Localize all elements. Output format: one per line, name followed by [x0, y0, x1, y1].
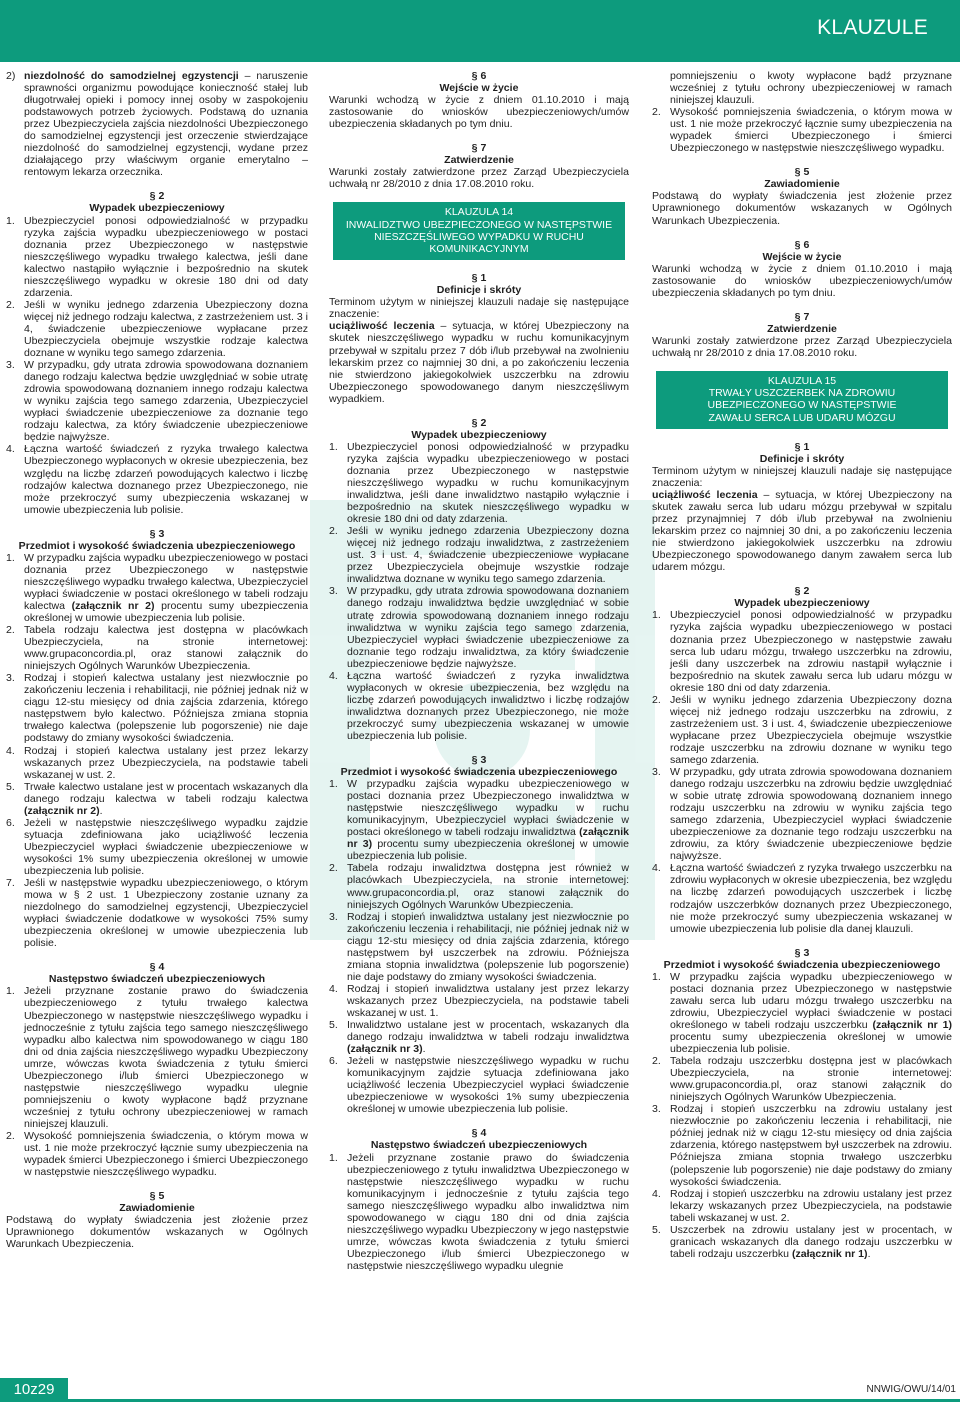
list-item: 1. W przypadku zajścia wypadku ubezpieczeniowego w postaci doznania przez Ubezpieczonego w następstwie nieszczęśliwego wypadku trwałego kalectwa, Ubezpieczyciel wypłaci świadczenie w postaci określonego w tabeli rodzaju kalectwa (załącznik nr 2) procentu sumy ubezpieczenia określonej w umowie ubezpieczenia lub polisie.: [6, 551, 308, 625]
list-item: 4. Łączna wartość świadczeń z ryzyka trwałego uszczerbku na zdrowiu wypłaconych w okresie ubezpieczenia, bez względu na liczbę zdarzeń powodujących uszczerbek i liczbę rodzajów uszczerbków doznanych przez Ubezpieczonego, nie może przekroczyć sumy ubezpieczenia wskazanej w umowie ubezpieczenia lub polisie dla danej klauzuli.: [652, 862, 952, 935]
section-number: § 6: [471, 70, 487, 82]
paragraph: Terminom użytym w niniejszej klauzuli nadaje się następujące znaczenie:: [329, 296, 629, 321]
section-title: Wypadek ubezpieczeniowy: [89, 202, 225, 215]
list-item: 2. Wysokość pomniejszenia świadczenia, o którym mowa w ust. 1 nie może przekroczyć łącznie sumy ubezpieczenia na wypadek śmierci Ubezpieczonego i śmierci Ubezpieczonego w następstwie nieszczęśliwego wypadku.: [652, 106, 952, 155]
section-title: Wypadek ubezpieczeniowy: [411, 428, 547, 441]
footer: [0, 1378, 960, 1402]
section-number: § 3: [471, 754, 487, 767]
section-number: § 2: [471, 416, 487, 429]
list-item: 3. W przypadku, gdy utrata zdrowia spowodowana doznaniem danego rodzaju inwalidztwa będzie uwzględniać w sobie utratę zdrowia spowodowaną doznaniem innego rodzaju inwalidztwa w wyniku zajścia tego samego zdarzenia, Ubezpieczyciel wypłaci świadczenie ubezpieczeniowe za doznanie tego rodzaju inwalidztwa, za który świadczenie ubezpieczeniowe będzie najwyższe.: [329, 585, 629, 670]
list-item: 2. Jeśli w wyniku jednego zdarzenia Ubezpieczony dozna więcej niż jednego rodzaju kalectwa, z zastrzeżeniem ust. 3 i 4, świadczenie ubezpieczeniowe wypłacane przez Ubezpieczyciela obejmuje wszystkie rodzaje kalectwa doznane w wyniku tego samego zdarzenia.: [6, 298, 308, 360]
column-1: [6, 70, 308, 1250]
section-title: Zatwierdzenie: [444, 154, 514, 167]
section-number: § 5: [794, 166, 810, 179]
list-item: 7. Jeśli w następstwie wypadku ubezpieczeniowego, o którym mowa w § 2 ust. 1 Ubezpieczony zostanie uznany za niezdolnego do samodzielnej egzystencji, Ubezpieczyciel wypłaci świadczenie dodatkowe w wysokości 75% sumy ubezpieczenia określonej w umowie ubezpieczenia lub polisie.: [6, 877, 308, 950]
document-code: NNWIG/OWU/14/01: [866, 1384, 956, 1395]
section-number: § 6: [794, 238, 810, 251]
section-title: Zawiadomienie: [764, 178, 840, 191]
section-number: § 3: [794, 946, 810, 959]
section-number: § 2: [794, 585, 810, 598]
section-number: § 7: [794, 310, 810, 323]
header-bar: [0, 0, 960, 62]
section-number: § 1: [471, 272, 487, 285]
section-number: § 4: [471, 1127, 487, 1140]
list-item: 2. Tabela rodzaju uszczerbku dostępna jest w placówkach Ubezpieczyciela, na stronie internetowej: www.grupaconcordia.pl, oraz stanowi załącznik do niniejszych Ogólnych Warunków Ubezpieczenia.: [652, 1055, 952, 1104]
section-number: § 2: [149, 190, 165, 203]
column-3: [652, 70, 952, 1260]
section-number: § 1: [794, 440, 810, 453]
page-number: 10z29: [0, 1378, 68, 1402]
list-item: 3. Rodzaj i stopień uszczerbku na zdrowiu ustalany jest niezwłocznie po zakończeniu leczenia i rehabilitacji, nie później jednak niż w ciągu 12-stu miesięcy od dnia zajścia zdarzenia, którego następstwem był uszczerbek na zdrowiu. Późniejsza zmiana stopnia trwałego uszczerbku (polepszenie lub pogorszenie) nie daje podstawy do zmiany wysokości świadczenia.: [652, 1103, 952, 1188]
section-title: Przedmiot i wysokość świadczenia ubezpieczeniowego: [18, 539, 296, 552]
list-item: 1. Jeżeli przyznane zostanie prawo do świadczenia ubezpieczeniowego z tytułu trwałego kalectwa Ubezpieczonego w następstwie nieszczęśliwego wypadku i jednocześnie z tytułu zajścia tego samego nieszczęśliwego wypadku albo kalectwa nim spowodowanego w ciągu 180 dni od dnia zajścia nieszczęśliwego wypadku Ubezpieczony umrze, wówczas kwota świadczenia z tytułu śmierci Ubezpieczonego i/lub śmierci Ubezpieczonego w następstwie nieszczęśliwego wypadku ulegnie pomniejszeniu o kwoty wypłacone bądź przyznane wcześniej z tytułu ochrony ubezpieczeniowej w ramach niniejszej klauzuli.: [6, 985, 308, 1130]
list-item: 2. Tabela rodzaju kalectwa jest dostępna w placówkach Ubezpieczyciela, na stronie internetowej: www.grupaconcordia.pl, oraz stanowi załącznik do niniejszych Ogólnych Warunków Ubezpieczenia.: [6, 624, 308, 673]
paragraph: Warunki wchodzą w życie z dniem 01.10.2010 i mają zastosowanie do wniosków ubezpieczeniowych/umów ubezpieczenia składanych po tym dniu.: [652, 262, 952, 299]
section-number: § 3: [149, 527, 165, 540]
paragraph: Warunki zostały zatwierdzone przez Zarząd Ubezpieczyciela uchwałą nr 28/2010 z dnia 17.08.2010 roku.: [329, 166, 629, 191]
list-item: 4. Rodzaj i stopień uszczerbku na zdrowiu ustalany jest przez lekarzy wskazanych przez Ubezpieczyciela, na podstawie tabeli wskazanej w ust. 2.: [652, 1187, 952, 1224]
list-item: 3. W przypadku, gdy utrata zdrowia spowodowana doznaniem danego rodzaju uszczerbku na zdrowiu będzie uwzględniać w sobie utratę zdrowia spowodowaną doznaniem innego rodzaju uszczerbku na zdrowiu w wyniku zajścia tego samego zdarzenia, Ubezpieczyciel wypłaci świadczenie ubezpieczeniowe za doznanie tego rodzaju uszczerbku na zdrowiu, za który świadczenie ubezpieczeniowe będzie najwyższe.: [652, 766, 952, 863]
section-title: Zatwierdzenie: [767, 322, 837, 335]
list-item: 5. Inwalidztwo ustalane jest w procentach, wskazanych dla danego rodzaju inwalidztwa w tabeli rodzaju inwalidztwa (załącznik nr 3).: [329, 1019, 629, 1056]
list-item: 1. Ubezpieczyciel ponosi odpowiedzialność w przypadku ryzyka zajścia wypadku ubezpieczeniowego w postaci doznania przez Ubezpieczonego w następstwie nieszczęśliwego wypadku trwałego kalectwa, jeśli dane kalectwo nastąpiło wyłącznie i bezpośrednio na skutek nieszczęśliwego wypadku w okresie 180 dni od daty zdarzenia.: [6, 214, 308, 299]
paragraph: Warunki wchodzą w życie z dniem 01.10.2010 i mają zastosowanie do wniosków ubezpieczeniowych/umów ubezpieczenia składanych po tym dniu.: [329, 94, 629, 131]
list-item: 1. Jeżeli przyznane zostanie prawo do świadczenia ubezpieczeniowego z tytułu inwalidztwa Ubezpieczonego w następstwie nieszczęśliwego wypadku w ruchu komunikacyjnym i jednocześnie z tytułu zajścia tego samego nieszczęśliwego wypadku albo inwalidztwa nim spowodowanego w ciągu 180 dni od dnia zajścia nieszczęśliwego wypadku Ubezpieczony w jego następstwie umrze, wówczas kwota świadczenia z tytułu śmierci Ubezpieczonego i/lub śmierci Ubezpieczonego w następstwie nieszczęśliwego wypadku ulegnie: [329, 1151, 629, 1272]
section-title: Zawiadomienie: [119, 1202, 195, 1215]
list-item: 2) niezdolność do samodzielnej egzystencji – naruszenie sprawności organizmu powodujące konieczność stałej lub długotrwałej opieki i pomocy innej osoby w zaspokojeniu podstawowych potrzeb życiowych. Podstawą do uznania przez Ubezpieczyciela zajścia niezdolności Ubezpieczonego do samodzielnej egzystencji jest orzeczenie stwierdzające niezdolność do samodzielnej egzystencji, wydane przez działającego przy właściwym organie emerytalno – rentowym lekarza orzecznika.: [6, 70, 308, 179]
list-item: 1. W przypadku zajścia wypadku ubezpieczeniowego w postaci doznania przez Ubezpieczonego w następstwie zawału serca lub udaru mózgu trwałego uszczerbku na zdrowiu, Ubezpieczyciel wypłaci świadczenie w postaci określonego w tabeli rodzaju uszczerbku (załącznik nr 1) procentu sumy ubezpieczenia określonej w umowie ubezpieczenia lub polisie.: [652, 970, 952, 1056]
paragraph: Warunki zostały zatwierdzone przez Zarząd Ubezpieczyciela uchwałą nr 28/2010 z dnia 17.08.2010 roku.: [652, 334, 952, 359]
list-item: 4. Łączna wartość świadczeń z ryzyka trwałego kalectwa Ubezpieczonego wypłaconych w okresie ubezpieczenia, bez względu na liczbę zdarzeń powodujących kalectwo i liczbę rodzajów kalectwa doznanego przez Ubezpieczonego, nie może przekroczyć sumy ubezpieczenia wskazanej w umowie ubezpieczenia lub polisie.: [6, 443, 308, 516]
section-title: Następstwo świadczeń ubezpieczeniowych: [370, 1139, 588, 1152]
paragraph: pomniejszeniu o kwoty wypłacone bądź przyznane wcześniej z tytułu ochrony ubezpieczeniowej w ramach niniejszej klauzuli.: [670, 70, 952, 107]
list-item: 5. Uszczerbek na zdrowiu ustalany jest w procentach, w granicach wskazanych dla danego rodzaju uszczerbku w tabeli rodzaju uszczerbku (załącznik nr 1).: [652, 1223, 952, 1260]
list-item: 1. W przypadku zajścia wypadku ubezpieczeniowego w postaci doznania przez Ubezpieczonego inwalidztwa w następstwie nieszczęśliwego wypadku w ruchu komunikacyjnym, Ubezpieczyciel wypłaci świadczenie w postaci określonego w tabeli rodzaju inwalidztwa (załącznik nr 3) procentu sumy ubezpieczenia określonej w umowie ubezpieczenia lub polisie.: [329, 778, 629, 863]
list-item: 4. Łączna wartość świadczeń z ryzyka inwalidztwa wypłaconych w okresie ubezpieczenia, bez względu na liczbę zdarzeń powodujących inwalidztwo i liczbę rodzajów inwalidztwa doznanych przez Ubezpieczonego, nie może przekroczyć sumy ubezpieczenia wskazanej w umowie ubezpieczenia lub polisie.: [329, 669, 629, 742]
section-title: Definicje i skróty: [759, 452, 845, 465]
section-title: Przedmiot i wysokość świadczenia ubezpieczeniowego: [663, 958, 941, 971]
list-item: 1. Ubezpieczyciel ponosi odpowiedzialność w przypadku ryzyka zajścia wypadku ubezpieczeniowego w postaci doznania przez Ubezpieczonego w następstwie nieszczęśliwego wypadku w ruchu komunikacyjnym inwalidztwa, jeśli dane inwalidztwo nastąpiło wyłącznie i bezpośrednio na skutek nieszczęśliwego wypadku w okresie 180 dni od daty zdarzenia.: [329, 440, 629, 526]
paragraph: Podstawą do wypłaty świadczenia jest złożenie przez Uprawnionego dokumentów wskazanych w Ogólnych Warunkach Ubezpieczenia.: [652, 190, 952, 227]
list-item: 5. Trwałe kalectwo ustalane jest w procentach wskazanych dla danego rodzaju kalectwa w tabeli rodzaju kalectwa (załącznik nr 2).: [6, 780, 308, 817]
section-title: Przedmiot i wysokość świadczenia ubezpieczeniowego: [340, 766, 618, 779]
section-title: Definicje i skróty: [436, 284, 522, 297]
list-item: 2. Tabela rodzaju inwalidztwa dostępna jest również w placówkach Ubezpieczyciela, na stronie internetowej: www.grupaconcordia.pl, oraz stanowi załącznik do niniejszych Ogólnych Warunków Ubezpieczenia.: [329, 862, 629, 911]
section-number: § 4: [149, 961, 165, 974]
section-title: Wypadek ubezpieczeniowy: [734, 597, 870, 610]
list-item: 3. Rodzaj i stopień kalectwa ustalany jest niezwłocznie po zakończeniu leczenia i rehabilitacji, nie później jednak niż w ciągu 12-stu miesięcy od dnia zajścia zdarzenia, którego następstwem było kalectwo. Późniejsza zmiana stopnia trwałego kalectwa (polepszenie lub pogorszenie) nie daje podstawy do zmiany wysokości świadczenia.: [6, 672, 308, 745]
paragraph: Terminom użytym w niniejszej klauzuli nadaje się następujące znaczenia:: [652, 464, 952, 489]
section-number: § 7: [471, 142, 487, 155]
section-title: Wejście w życie: [439, 82, 519, 95]
clause-14-title-box: KLAUZULA 14 INWALIDZTWO UBEZPIECZONEGO W NASTĘPSTWIE NIESZCZĘŚLIWEGO WYPADKU W RUCHU KOMUNIKACYJNYM: [333, 202, 625, 260]
list-item: 2. Wysokość pomniejszenia świadczenia, o którym mowa w ust. 1 nie może przekroczyć łącznie sumy ubezpieczenia na wypadek śmierci Ubezpieczonego i śmierci Ubezpieczonego w następstwie nieszczęśliwego wypadku.: [6, 1129, 308, 1179]
list-item: 3. W przypadku, gdy utrata zdrowia spowodowana doznaniem danego rodzaju kalectwa będzie uwzględniać w sobie utratę zdrowia spowodowaną doznaniem innego rodzaju kalectwa w wyniku zajścia tego samego zdarzenia, Ubezpieczyciel wypłaci świadczenie ubezpieczeniowe za doznanie tego rodzaju kalectwa, za który świadczenie ubezpieczeniowe będzie najwyższe.: [6, 359, 308, 444]
list-item: 2. Jeśli w wyniku jednego zdarzenia Ubezpieczony dozna więcej niż jednego rodzaju inwalidztwa, z zastrzeżeniem ust. 3 i ust. 4, świadczenie ubezpieczeniowe wypłacane przez Ubezpieczyciela obejmuje wszystkie rodzaje inwalidztwa doznane w wyniku tego samego zdarzenia.: [329, 525, 629, 586]
column-2: [329, 70, 629, 1272]
section-title: Następstwo świadczeń ubezpieczeniowych: [48, 973, 266, 986]
section-title: Wejście w życie: [762, 250, 842, 263]
list-item: 3. Rodzaj i stopień inwalidztwa ustalany jest niezwłocznie po zakończeniu leczenia i rehabilitacji, nie później jednak niż w ciągu 12-stu miesięcy od dnia zajścia zdarzenia, którego następstwem był uszczerbek na zdrowiu. Późniejsza zmiana stopnia inwalidztwa (polepszenie lub pogorszenie) nie daje podstawy do zmiany wysokości świadczenia.: [329, 910, 629, 983]
list-item: 4. Rodzaj i stopień kalectwa ustalany jest przez lekarzy wskazanych przez Ubezpieczyciela, na podstawie tabeli wskazanej w ust. 2.: [6, 744, 308, 781]
definition: uciążliwość leczenia – sytuacja, w której Ubezpieczony na skutek zawału serca lub udaru mózgu przebywał w szpitalu przez przynajmniej 7 dób i/lub przebywał na zwolnieniu lekarskim przez co najmniej 30 dni, a po zakończeniu leczenia nie stwierdzono jakiegokolwiek uszczerbku na zdrowiu Ubezpieczonego spowodowanego danym zawałem serca lub udarem mózgu.: [652, 488, 952, 574]
section-number: § 5: [149, 1190, 165, 1203]
list-item: 6. Jeżeli w następstwie nieszczęśliwego wypadku w ruchu komunikacyjnym zajdzie sytuacja zdefiniowana jako uciążliwość leczenia Ubezpieczyciel wypłaci świadczenie ubezpieczeniowe w wysokości 1% sumy ubezpieczenia określonej w umowie ubezpieczenia lub polisie.: [329, 1055, 629, 1116]
list-item: 6. Jeżeli w następstwie nieszczęśliwego wypadku zajdzie sytuacja zdefiniowana jako uciążliwość leczenia Ubezpieczyciel wypłaci świadczenie ubezpieczeniowe w wysokości 1% sumy ubezpieczenia określonej w umowie ubezpieczenia lub polisie.: [6, 816, 308, 877]
definition: uciążliwość leczenia – sytuacja, w której Ubezpieczony na skutek nieszczęśliwego wypadku w ruchu komunikacyjnym przebywał w szpitalu przez 7 dób i/lub przebywał na zwolnieniu lekarskim przez co najmniej 30 dni, a po zakończeniu leczenia nie stwierdzono jakiegokolwiek uszczerbku na zdrowiu Ubezpieczonego spowodowanego danym nieszczęśliwym wypadkiem.: [329, 320, 629, 405]
paragraph: Podstawą do wypłaty świadczenia jest złożenie przez Uprawnionego dokumentów wskazanych w Ogólnych Warunkach Ubezpieczenia.: [6, 1214, 308, 1251]
list-item: 2. Jeśli w wyniku jednego zdarzenia Ubezpieczony dozna więcej niż jednego rodzaju uszczerbku na zdrowiu, z zastrzeżeniem ust. 3 i ust. 4, świadczenie ubezpieczeniowe wypłacane przez Ubezpieczyciela obejmuje wszystkie rodzaje uszczerbku na zdrowiu doznane w wyniku tego samego zdarzenia.: [652, 693, 952, 766]
list-item: 1. Ubezpieczyciel ponosi odpowiedzialność w przypadku ryzyka zajścia wypadku ubezpieczeniowego w postaci doznania przez Ubezpieczonego w następstwie zawału serca lub udaru mózgu, trwałego uszczerbku na zdrowiu, jeśli dany uszczerbek na zdrowiu nastąpił wyłącznie i bezpośrednio na skutek zawału serca lub udaru mózgu w okresie 180 dni od daty zdarzenia.: [652, 609, 952, 694]
page-title: KLAUZULE: [817, 16, 928, 39]
clause-15-title-box: KLAUZULA 15 TRWAŁY USZCZERBEK NA ZDROWIU UBEZPIECZONEGO W NASTĘPSTWIE ZAWAŁU SERCA LUB UDARU MÓZGU: [656, 371, 948, 429]
list-item: 4. Rodzaj i stopień inwalidztwa ustalany jest przez lekarzy wskazanych przez Ubezpieczyciela, na podstawie tabeli wskazanej w ust. 1.: [329, 982, 629, 1019]
